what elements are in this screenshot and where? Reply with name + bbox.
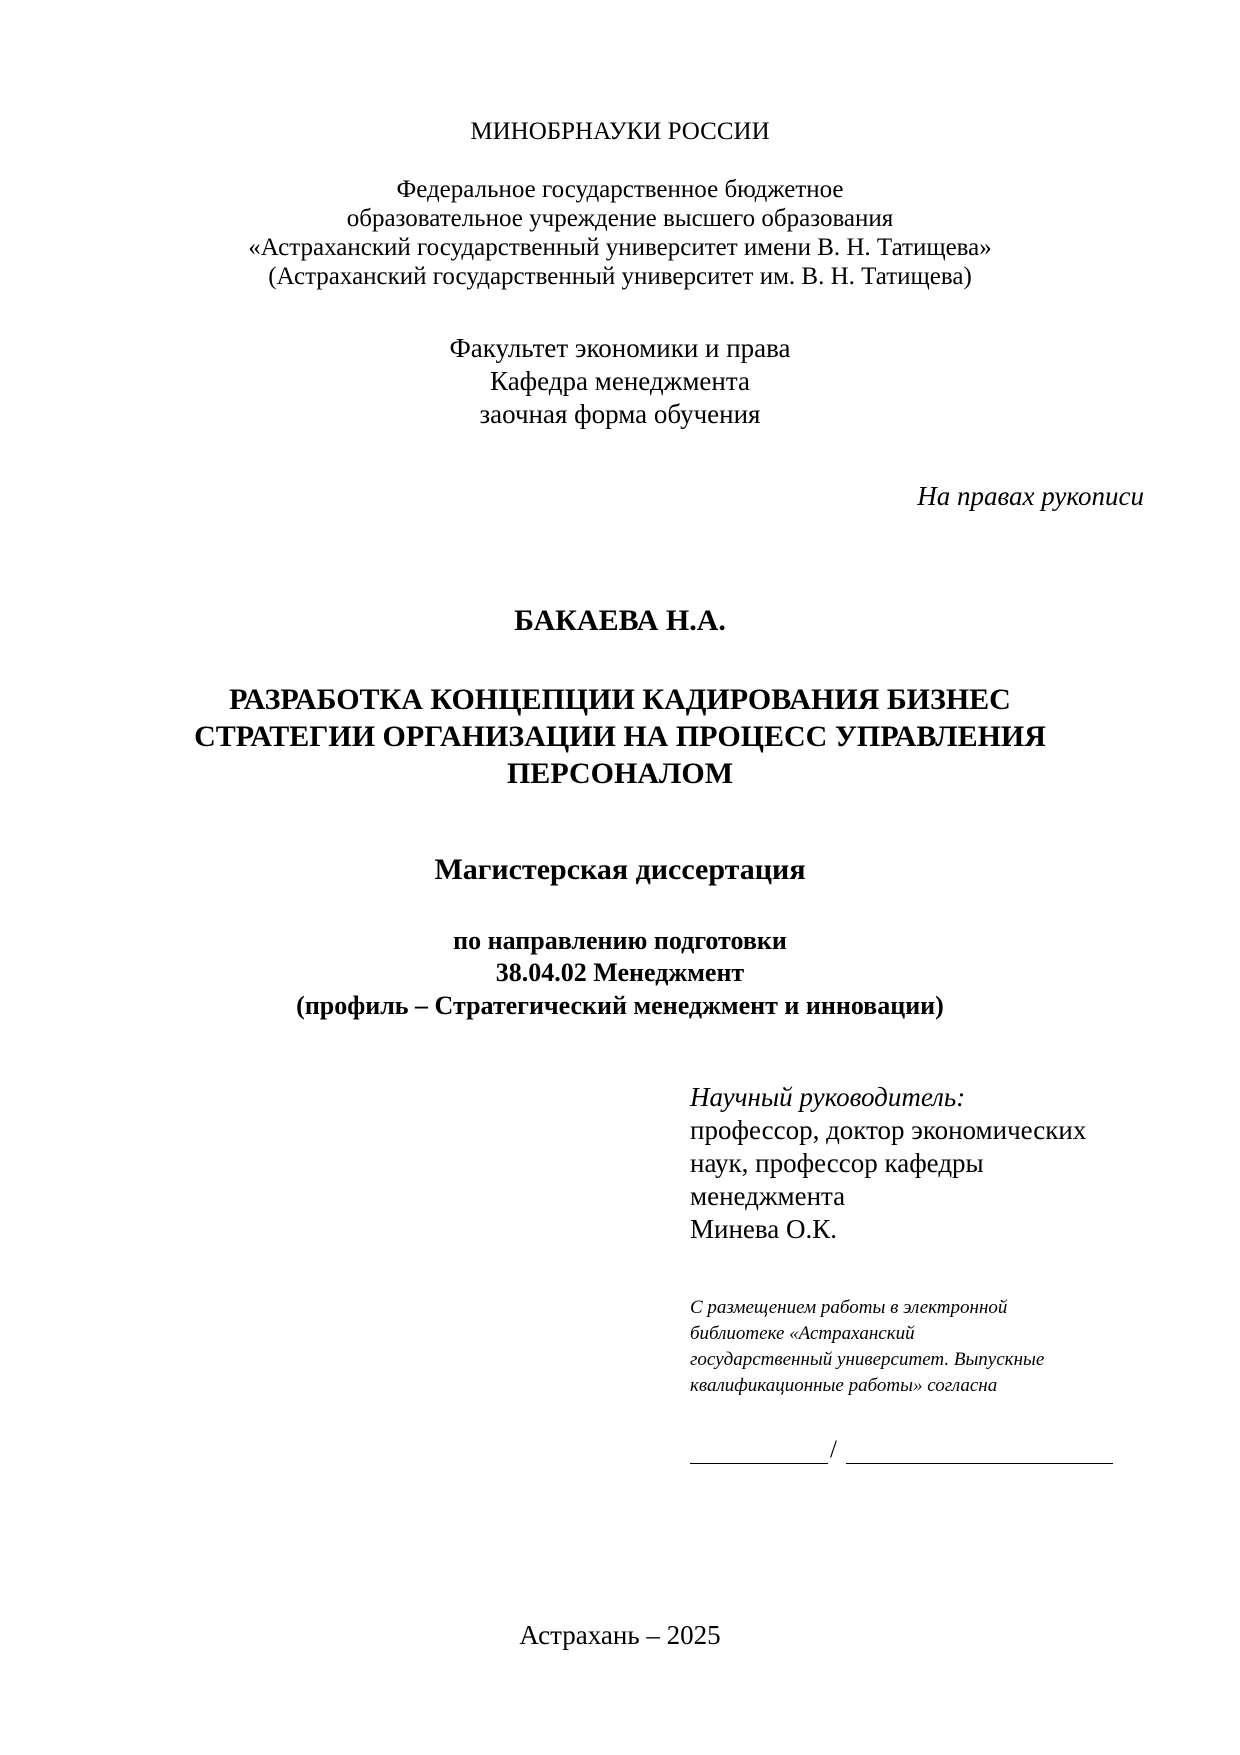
department-name: Кафедра менеджмента (490, 366, 750, 396)
city-year: Астрахань – 2025 (519, 1620, 721, 1650)
manuscript-note: На правах рукописи (917, 481, 1144, 511)
institution-line-4: (Астраханский государственный университет им. В. Н. Татищева) (268, 263, 972, 290)
institution-line-3: «Астраханский государственный университет имени В. Н. Татищева» (248, 234, 992, 261)
consent-line-2: библиотеке «Астраханский (690, 1323, 915, 1344)
consent-line-3: государственный университет. Выпускные (690, 1349, 1045, 1370)
ministry-name: МИНОБРНАУКИ РОССИИ (470, 118, 770, 145)
institution-line-2: образовательное учреждение высшего образования (346, 205, 894, 232)
signature-line (690, 1436, 1115, 1466)
supervisor-line-1: профессор, доктор экономических (690, 1115, 1087, 1145)
supervisor-name: Минева О.К. (690, 1214, 838, 1244)
thesis-title-line-3: ПЕРСОНАЛОМ (506, 757, 734, 790)
institution-line-1: Федеральное государственное бюджетное (396, 176, 844, 203)
supervisor-line-3: менеджмента (690, 1181, 846, 1211)
signature-blank (690, 1463, 828, 1464)
study-form: заочная форма обучения (479, 399, 761, 429)
consent-line-4: квалификационные работы» согласна (690, 1375, 998, 1396)
thesis-title-line-1: РАЗРАБОТКА КОНЦЕПЦИИ КАДИРОВАНИЯ БИЗНЕС (229, 683, 1011, 716)
thesis-title-line-2: СТРАТЕГИИ ОРГАНИЗАЦИИ НА ПРОЦЕСС УПРАВЛЕНИЯ (194, 720, 1046, 753)
signature-slash: / (830, 1436, 837, 1463)
faculty-name: Факультет экономики и права (449, 333, 791, 363)
consent-line-1: С размещением работы в электронной (690, 1297, 1008, 1318)
direction-profile: (профиль – Стратегический менеджмент и инновации) (296, 991, 944, 1020)
supervisor-line-2: наук, профессор кафедры (690, 1148, 984, 1178)
supervisor-heading: Научный руководитель: (690, 1082, 966, 1112)
direction-label: по направлению подготовки (453, 926, 787, 955)
author-name: БАКАЕВА Н.А. (514, 604, 726, 637)
direction-code: 38.04.02 Менеджмент (495, 958, 745, 987)
work-type: Магистерская диссертация (434, 853, 806, 886)
signature-name-blank (846, 1463, 1113, 1464)
